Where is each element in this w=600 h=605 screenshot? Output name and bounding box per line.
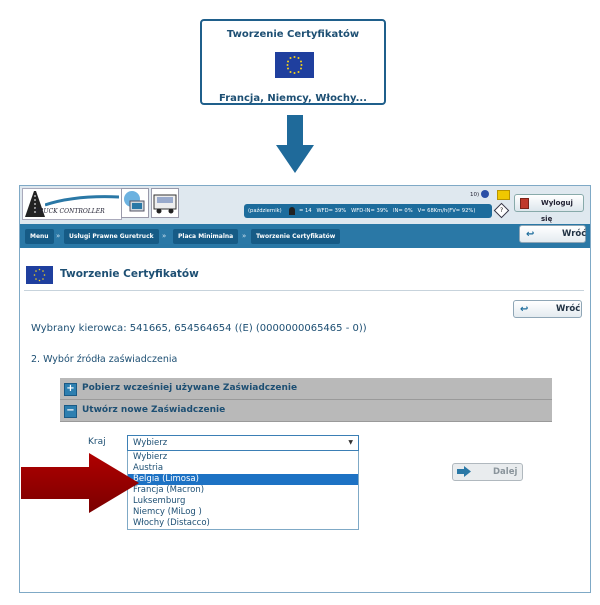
section-new-certificate[interactable] [60, 400, 552, 422]
arrow-right-icon [457, 466, 471, 477]
country-select[interactable] [127, 435, 359, 451]
country-label: Kraj [88, 437, 106, 447]
info-badge-icon[interactable] [481, 190, 489, 198]
option-niemcy[interactable]: Niemcy (MiLog ) [133, 507, 202, 517]
logout-label: Wyloguj się [541, 199, 573, 223]
page-title: Tworzenie Certyfikatów [60, 268, 199, 280]
exit-door-icon [520, 198, 529, 209]
status-speed: V= 68Km/h(FV= 92%) [417, 208, 476, 214]
breadcrumb-menu[interactable]: Menu [25, 229, 54, 244]
option-wybierz[interactable]: Wybierz [133, 452, 168, 462]
option-austria[interactable]: Austria [133, 463, 164, 473]
country-dropdown [127, 451, 359, 530]
callout-title: Tworzenie Certyfikatów [226, 29, 360, 40]
truck-controller-logo [22, 188, 122, 220]
truck-icon[interactable] [151, 188, 179, 218]
breadcrumb-uslugi[interactable]: Usługi Prawne Guretruck [64, 229, 159, 244]
expand-plus-icon[interactable]: + [64, 383, 77, 396]
selected-driver-text: Wybrany kierowca: 541665, 654564654 ((E) (0000000065465 - 0)) [31, 323, 367, 334]
option-belgia[interactable]: Belgia (Limosa) [128, 474, 358, 485]
status-drivers: = 14 [298, 208, 312, 214]
logo-text: TRUCK CONTROLLER [35, 208, 105, 215]
next-label: Dalej [493, 467, 518, 477]
driver-icon [289, 207, 295, 215]
option-luksemburg[interactable]: Luksemburg [133, 496, 186, 506]
status-wfd: WFD= 39% [316, 208, 347, 214]
option-francja[interactable]: Francja (Macron) [133, 485, 205, 495]
status-bar [244, 204, 492, 218]
breadcrumb-separator: » [162, 232, 167, 240]
count-text: 10) [470, 192, 480, 198]
down-arrow-icon [276, 115, 314, 173]
red-pointer-arrow-icon [21, 453, 139, 513]
back-label: Wróć [562, 229, 587, 239]
computer-icon[interactable] [121, 188, 149, 218]
logout-button[interactable] [514, 194, 584, 223]
back-label: Wróć [556, 304, 581, 314]
breadcrumb-placa[interactable]: Placa Minimalna [173, 229, 238, 244]
help-icon[interactable]: ? [494, 203, 510, 219]
breadcrumb-separator: » [56, 232, 61, 240]
next-button[interactable] [452, 463, 523, 481]
status-in: IN= 0% [393, 208, 413, 214]
section-label: Pobierz wcześniej używane Zaświadczenie [82, 383, 298, 393]
breadcrumb-separator: » [242, 232, 247, 240]
divider [24, 290, 584, 291]
select-value: Wybierz [133, 438, 168, 448]
collapse-minus-icon[interactable]: − [64, 405, 77, 418]
step-heading: 2. Wybór źródła zaświadczenia [31, 354, 178, 365]
section-label: Utwórz nowe Zaświadczenie [82, 405, 226, 415]
status-wfd-in: WFD-IN= 39% [351, 208, 389, 214]
callout-card [200, 19, 386, 105]
eu-flag-icon [26, 266, 53, 284]
caret-down-icon: ▼ [348, 439, 353, 446]
back-button-top[interactable] [519, 225, 586, 243]
back-button[interactable] [513, 300, 582, 318]
status-month: (październik) [248, 208, 282, 214]
eu-flag-icon [275, 52, 314, 78]
back-arrow-icon: ↩ [520, 304, 529, 315]
back-arrow-icon: ↩ [526, 229, 535, 240]
mail-icon[interactable] [497, 190, 510, 200]
callout-subtitle: Francja, Niemcy, Włochy... [219, 93, 367, 104]
breadcrumb-current[interactable]: Tworzenie Certyfikatów [251, 229, 340, 244]
option-wlochy[interactable]: Włochy (Distacco) [133, 518, 210, 528]
section-previous-certificate[interactable] [60, 378, 552, 400]
